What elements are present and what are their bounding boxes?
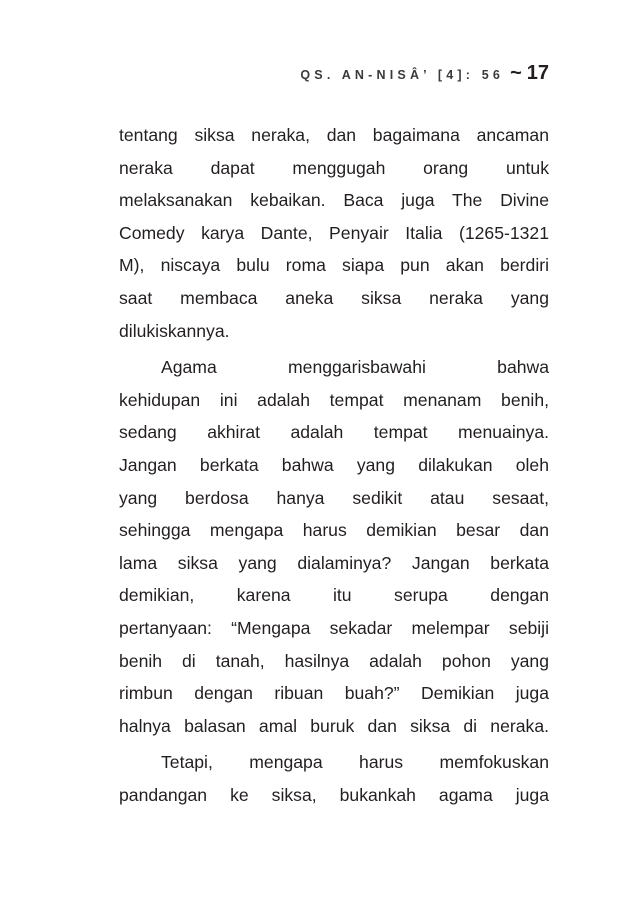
text-line: Comedy karya Dante, Penyair Italia (1265-1321 [119, 222, 549, 243]
text-line: kehidupan ini adalah tempat menanam benih, [119, 389, 549, 410]
text-line: tentang siksa neraka, dan bagaimana ancaman [119, 125, 549, 145]
text-line: halnya balasan amal buruk dan siksa di neraka. [119, 715, 549, 736]
text-line: pertanyaan: “Mengapa sekadar melempar sebiji [119, 617, 549, 638]
text-line: demikian, karena itu serupa dengan [119, 585, 549, 606]
text-line: Agama menggarisbawahi bahwa [161, 357, 549, 378]
text-line: lama siksa yang dialaminya? Jangan berkata [119, 552, 549, 573]
text-line: neraka dapat menggugah orang untuk [119, 157, 549, 178]
text-line: rimbun dengan ribuan buah?” Demikian juga [119, 683, 549, 704]
text-line: pandangan ke siksa, bukankah agama juga [119, 784, 549, 805]
paragraph [119, 746, 549, 811]
text-line: benih di tanah, hasilnya adalah pohon yang [119, 650, 549, 671]
paragraph [119, 351, 549, 742]
tilde-ornament: ~ [510, 62, 522, 84]
text-line: Tetapi, mengapa harus memfokuskan [161, 752, 549, 773]
text-line: melaksanakan kebaikan. Baca juga The Divine [119, 190, 549, 211]
text-line: Jangan berkata bahwa yang dilakukan oleh [119, 454, 549, 475]
text-line: saat membaca aneka siksa neraka yang [119, 287, 549, 308]
page-number: 17 [526, 62, 549, 84]
text-line: dilukiskannya. [119, 320, 230, 341]
paragraph [119, 119, 549, 347]
text-line: M), niscaya bulu roma siapa pun akan berdiri [119, 255, 549, 276]
running-title: QS. AN-NISÂ’ [4]: 56 [300, 68, 505, 82]
body-text [119, 119, 549, 811]
running-header [300, 62, 549, 85]
text-line: yang berdosa hanya sedikit atau sesaat, [119, 487, 549, 508]
text-line: sedang akhirat adalah tempat menuainya. [119, 422, 549, 443]
text-line: sehingga mengapa harus demikian besar dan [119, 520, 549, 541]
